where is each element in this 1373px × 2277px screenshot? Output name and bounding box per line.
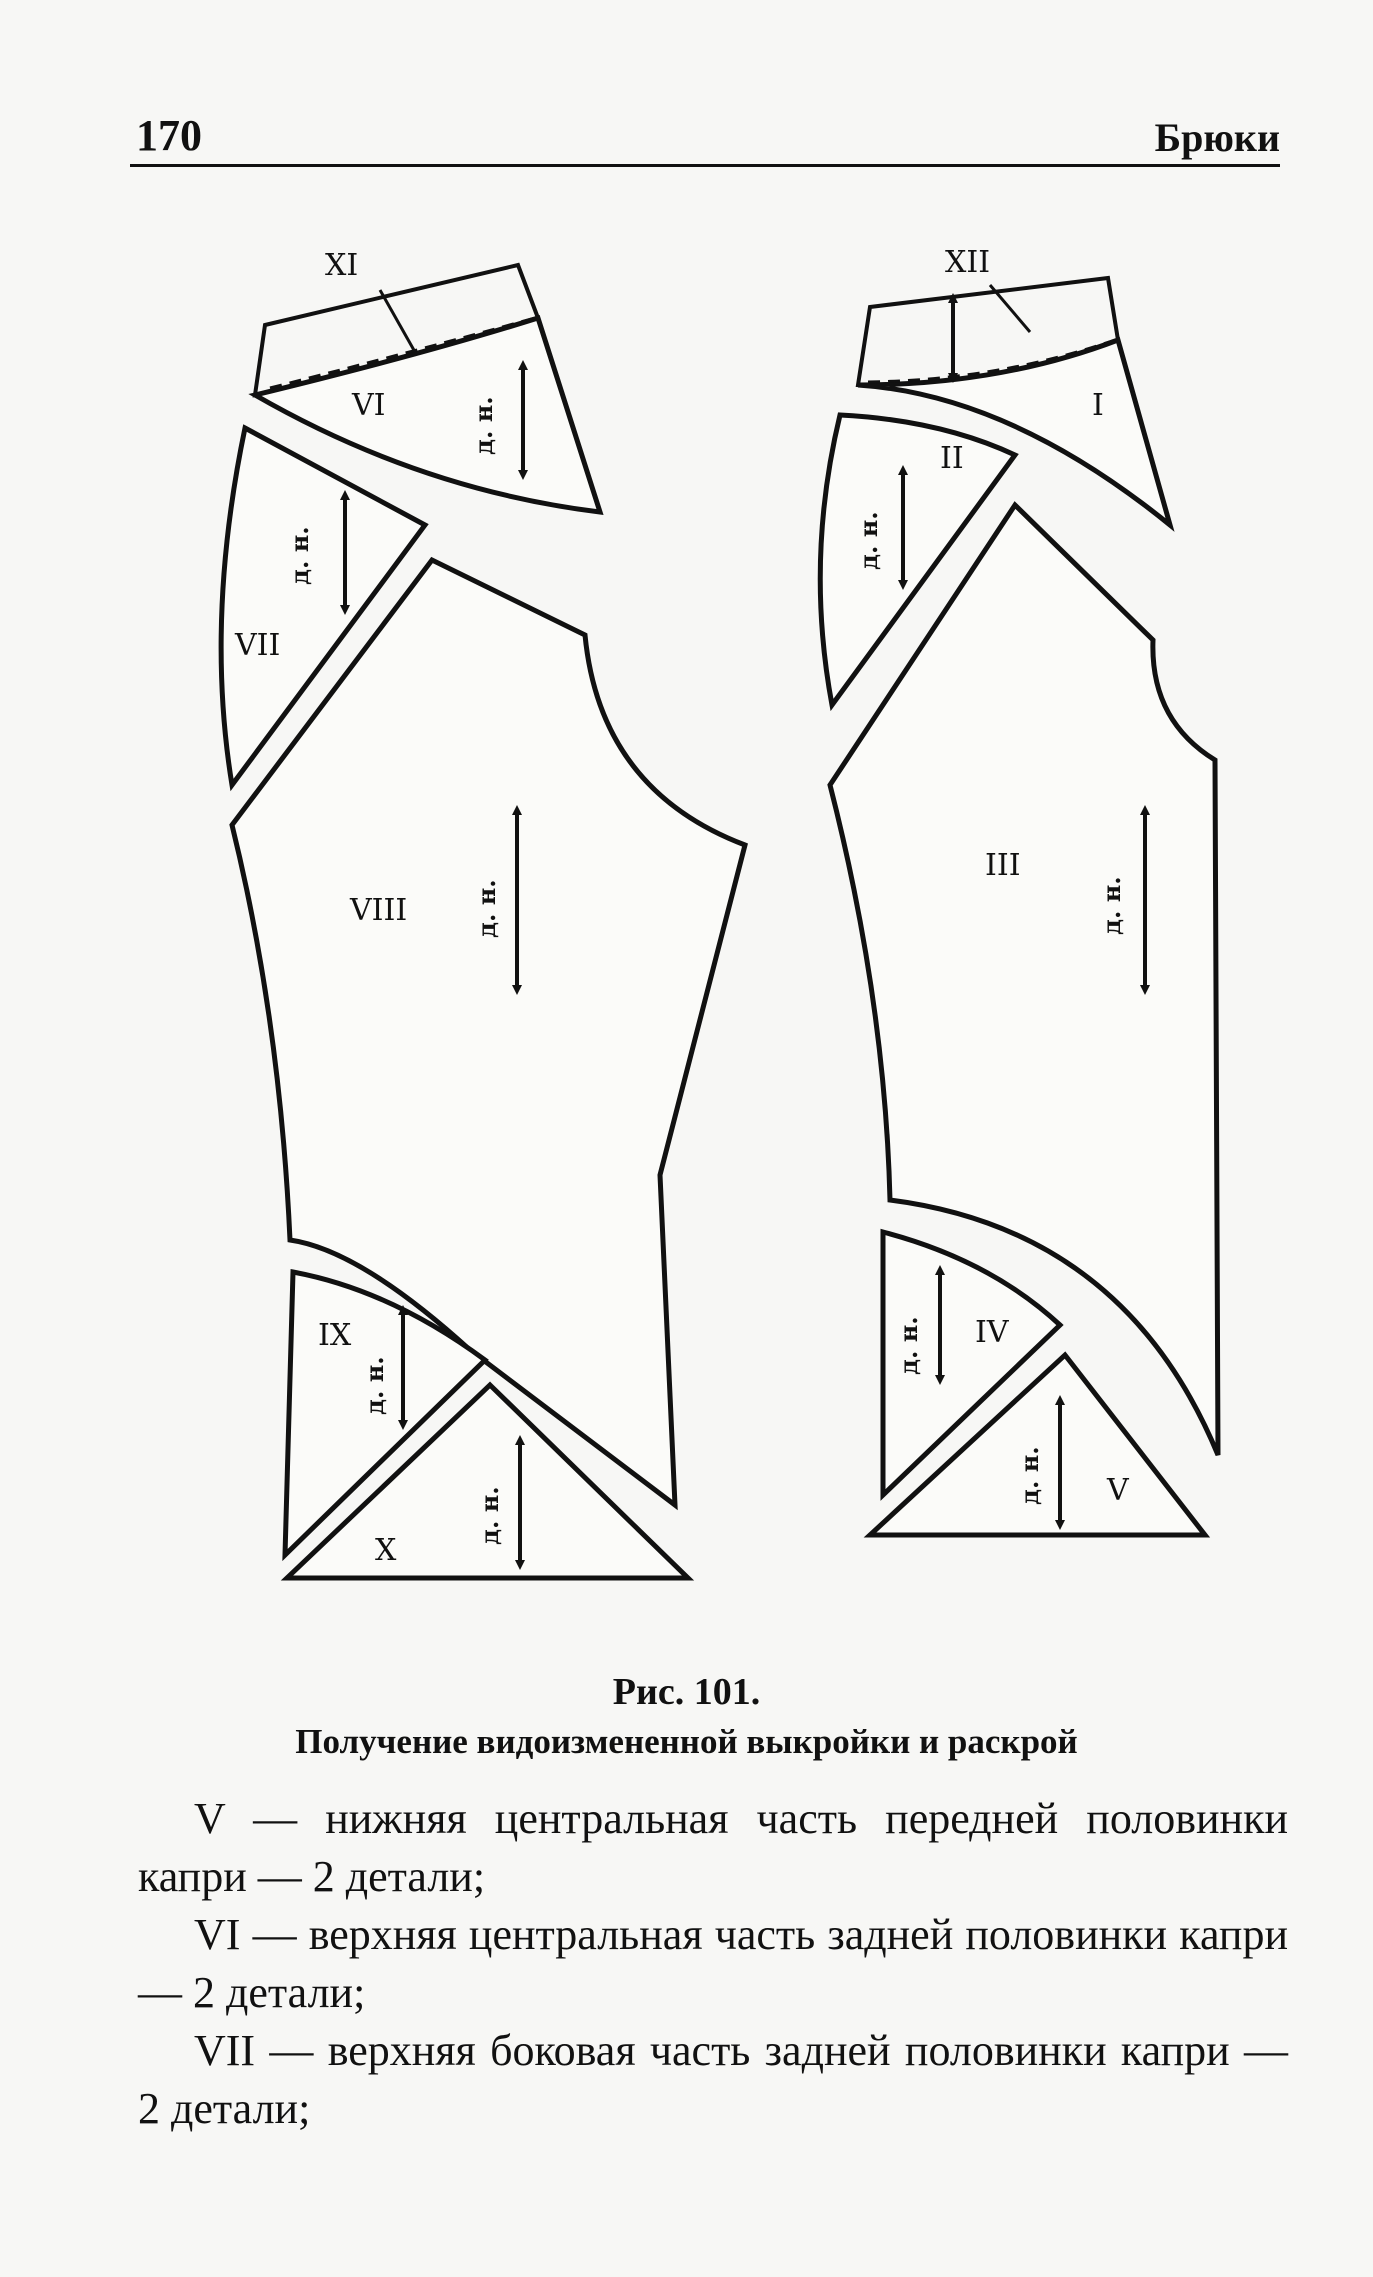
label-vi: VI — [352, 388, 386, 423]
label-iii: III — [985, 848, 1021, 883]
paragraph: V — нижняя центральная часть передней половинки капри — 2 детали; — [138, 1794, 1288, 1901]
label-viii: VIII — [350, 893, 408, 928]
label-ix: IX — [318, 1318, 352, 1353]
grain-label: д. н. — [854, 511, 883, 570]
running-title: Брюки — [1154, 115, 1280, 160]
grain-label: д. н. — [469, 396, 498, 455]
grain-label: д. н. — [475, 1486, 504, 1545]
label-xii: XII — [945, 245, 991, 280]
paragraph: VI — верхняя центральная часть задней половинки капри — 2 детали; — [138, 1910, 1288, 2017]
figure-number: Рис. 101. — [612, 1671, 761, 1713]
paragraph: VII — верхняя боковая часть задней половинки капри — 2 детали; — [138, 2026, 1288, 2133]
label-ii: II — [940, 441, 964, 476]
label-xi: XI — [325, 248, 359, 283]
grain-label: д. н. — [285, 526, 314, 585]
label-v: V — [1107, 1473, 1129, 1508]
label-i: I — [1092, 388, 1104, 423]
grain-label: д. н. — [894, 1316, 923, 1375]
page-number: 170 — [136, 111, 202, 160]
grain-label: д. н. — [1097, 876, 1126, 935]
body-text — [138, 1790, 1288, 2138]
label-x: X — [375, 1533, 397, 1568]
grain-label: д. н. — [472, 879, 501, 938]
figure-title: Получение видоизмененной выкройки и раскрой — [295, 1722, 1078, 1761]
grain-label: д. н. — [360, 1356, 389, 1415]
label-iv: IV — [975, 1315, 1009, 1350]
grain-label: д. н. — [1015, 1446, 1044, 1505]
label-vii: VII — [235, 628, 281, 663]
